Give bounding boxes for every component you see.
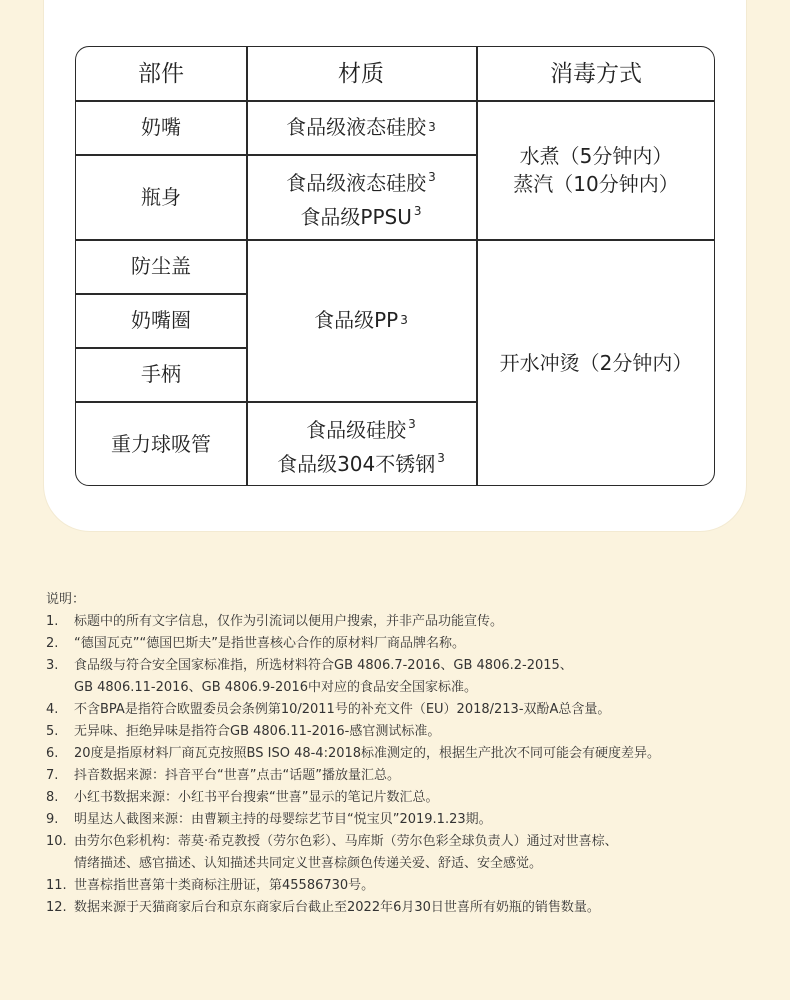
- note-item: [46, 611, 766, 633]
- material-table: [75, 46, 715, 486]
- note-number: 8.: [46, 790, 59, 805]
- material-text: 食品级304不锈钢: [277, 452, 436, 476]
- footnote-mark: 3: [413, 203, 422, 218]
- part-nipple-ring: 奶嘴圈: [131, 308, 191, 332]
- notes-section: [46, 589, 766, 919]
- note-text: 标题中的所有文字信息，仅作为引流词以便用户搜索，并非产品功能宣传。: [74, 614, 504, 629]
- note-number: 5.: [46, 724, 59, 739]
- footnote-mark: 3: [428, 120, 436, 134]
- sterilization-hot-water: 开水冲烫（2分钟内）: [499, 351, 693, 375]
- note-text: 无异味、拒绝异味是指符合GB 4806.11-2016-感官测试标准。: [74, 724, 441, 739]
- note-item: [46, 699, 766, 721]
- note-number: 11.: [46, 878, 67, 893]
- note-item: [46, 633, 766, 655]
- note-number: 7.: [46, 768, 59, 783]
- note-text: 不含BPA是指符合欧盟委员会条例第10/2011号的补充文件（EU）2018/213-双酚A总含量。: [74, 702, 611, 717]
- note-number: 4.: [46, 702, 59, 717]
- note-item: [46, 721, 766, 743]
- note-item: [46, 765, 766, 787]
- note-text: 20度是指原材料厂商瓦克按照BS ISO 48-4:2018标准测定的，根据生产批次不同可能会有硬度差异。: [74, 746, 661, 761]
- note-number: 12.: [46, 900, 67, 915]
- footnote-mark: 3: [428, 169, 436, 184]
- material-text: 食品级液态硅胶: [286, 170, 427, 195]
- note-text: 抖音数据来源：抖音平台“世喜”点击“话题”播放量汇总。: [74, 768, 400, 783]
- notes-title: 说明：: [46, 592, 86, 607]
- footnote-mark: 3: [437, 451, 445, 465]
- footnote-mark: 3: [400, 313, 408, 327]
- header-material: 材质: [338, 60, 384, 87]
- material-gravity-ball: [246, 401, 476, 486]
- header-part: 部件: [138, 60, 184, 87]
- note-number: 3.: [46, 658, 59, 673]
- material-nipple: [246, 100, 476, 154]
- note-continuation: GB 4806.11-2016、GB 4806.9-2016中对应的食品安全国家标准。: [74, 680, 478, 695]
- note-item: [46, 875, 766, 897]
- material-bottle: [246, 154, 476, 239]
- sterilization-boil: 水煮（5分钟内）: [519, 143, 673, 168]
- note-text: 由劳尔色彩机构：蒂莫·希克教授（劳尔色彩）、马库斯（劳尔色彩全球负责人）通过对世喜棕、: [74, 834, 618, 849]
- sterilization-steam: 蒸汽（10分钟内）: [513, 171, 679, 196]
- note-number: 10.: [46, 834, 67, 849]
- note-continuation: 情绪描述、感官描述、认知描述共同定义世喜棕颜色传递关爱、舒适、安全感觉。: [74, 856, 543, 871]
- note-number: 2.: [46, 636, 59, 651]
- material-text: 食品级PP: [314, 308, 399, 332]
- part-bottle: 瓶身: [141, 184, 181, 209]
- part-dust-cap: 防尘盖: [131, 254, 191, 278]
- note-number: 9.: [46, 812, 59, 827]
- note-number: 1.: [46, 614, 59, 629]
- note-text: “德国瓦克”“德国巴斯夫”是指世喜核心合作的原材料厂商品牌名称。: [74, 636, 465, 651]
- material-pp: [246, 239, 476, 401]
- note-text: 食品级与符合安全国家标准指，所选材料符合GB 4806.7-2016、GB 4806.2-2015、: [74, 658, 573, 673]
- part-gravity-ball: 重力球吸管: [111, 432, 211, 456]
- note-item: [46, 743, 766, 765]
- note-text: 明星达人截图来源：由曹颖主持的母婴综艺节目“悦宝贝”2019.1.23期。: [74, 812, 492, 827]
- note-item: [46, 787, 766, 809]
- note-item: [46, 655, 766, 677]
- note-number: 6.: [46, 746, 59, 761]
- material-text: 食品级硅胶: [306, 418, 407, 442]
- note-text: 小红书数据来源：小红书平台搜索“世喜”显示的笔记片数汇总。: [74, 790, 439, 805]
- note-text: 数据来源于天猫商家后台和京东商家后台截止至2022年6月30日世喜所有奶瓶的销售数量。: [74, 900, 600, 915]
- header-sterilization: 消毒方式: [550, 60, 642, 87]
- note-item: [46, 897, 766, 919]
- material-text: 食品级PPSU: [300, 204, 412, 229]
- note-item: [46, 809, 766, 831]
- footnote-mark: 3: [408, 417, 416, 431]
- material-text: 食品级液态硅胶: [286, 115, 427, 139]
- note-text: 世喜棕指世喜第十类商标注册证，第45586730号。: [74, 878, 375, 893]
- part-handle: 手柄: [141, 362, 181, 386]
- note-item: [46, 831, 766, 853]
- sterilization-boil-steam: [476, 100, 715, 239]
- part-nipple: 奶嘴: [141, 115, 181, 139]
